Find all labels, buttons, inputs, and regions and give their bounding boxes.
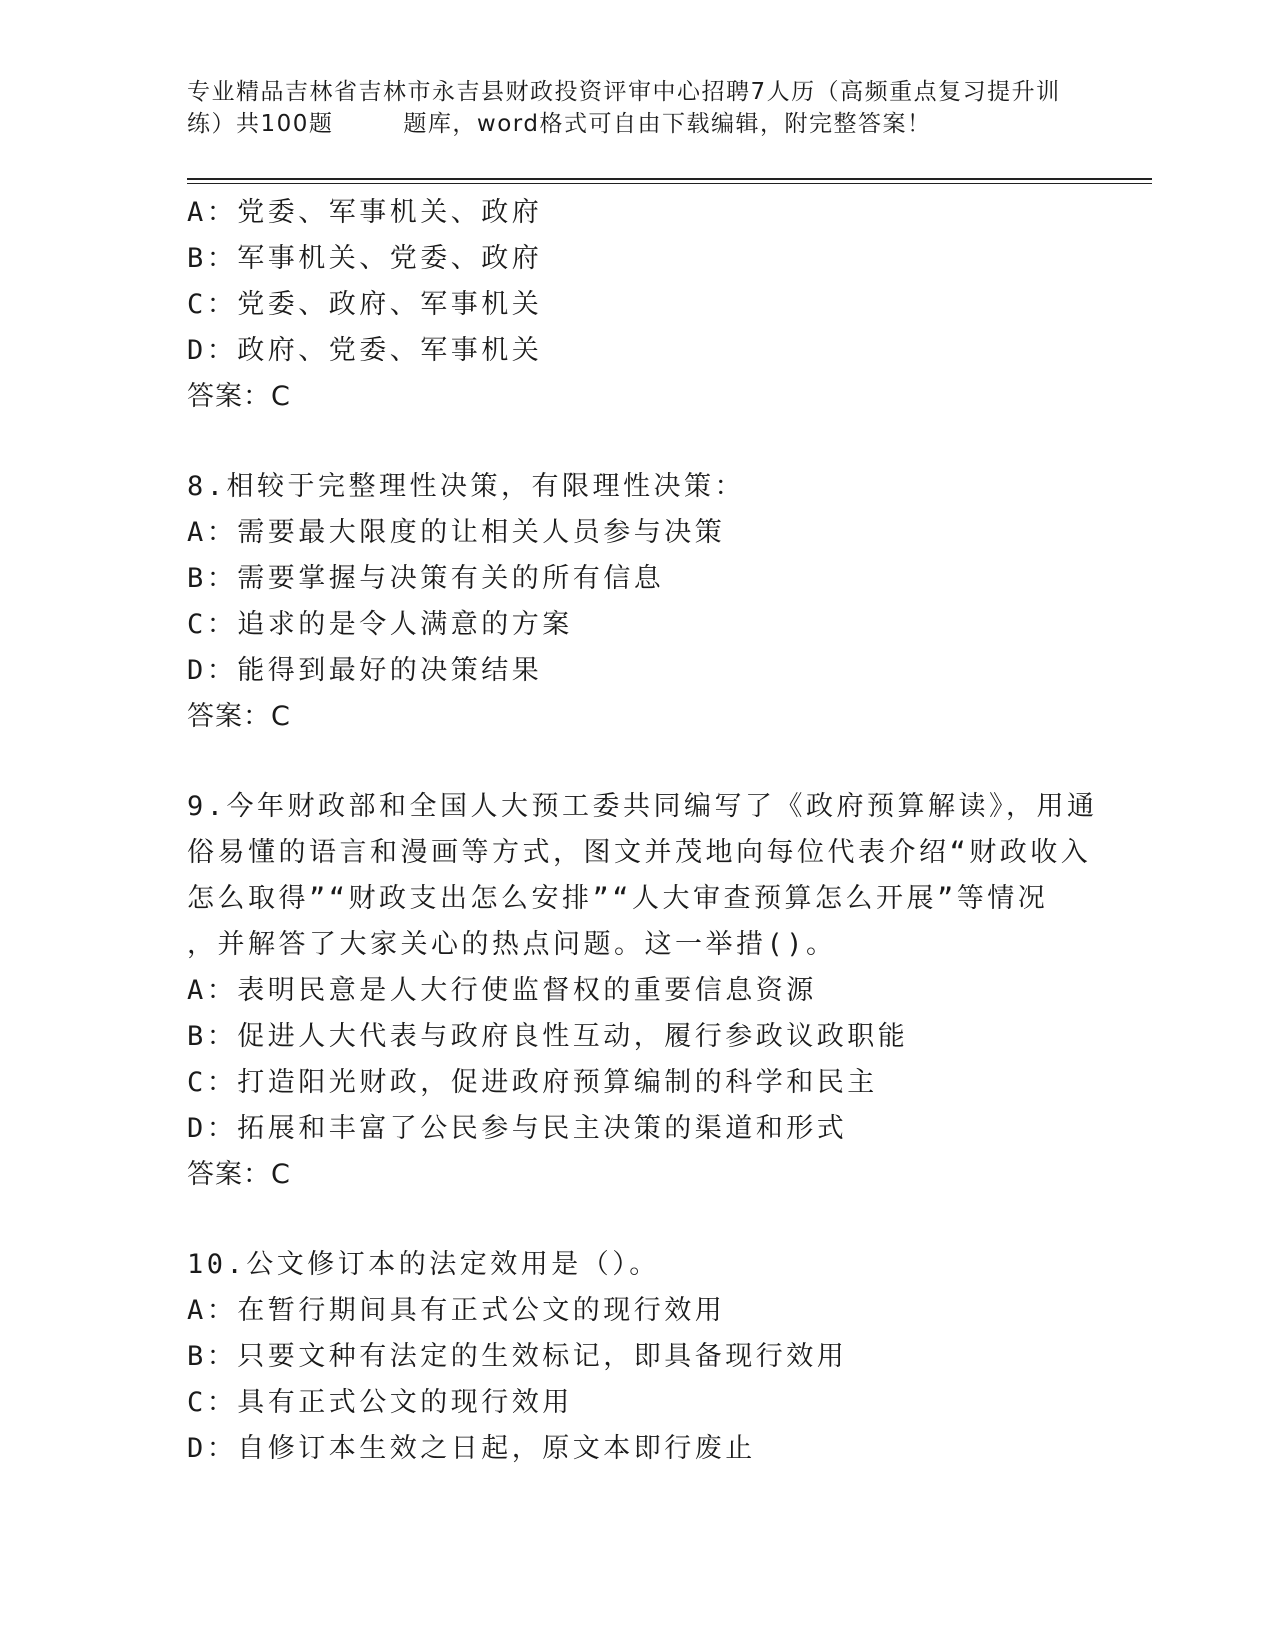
question-stem-line: 俗易懂的语言和漫画等方式，图文并茂地向每位代表介绍“财政收入 — [187, 837, 1092, 868]
question-8 — [187, 464, 1087, 740]
document-header — [187, 76, 1087, 140]
option-d: D：政府、党委、军事机关 — [187, 335, 543, 366]
answer: 答案：C — [187, 381, 291, 412]
question-9 — [187, 784, 1098, 1198]
option-c: C：打造阳光财政，促进政府预算编制的科学和民主 — [187, 1067, 878, 1098]
header-line-1: 专业精品吉林省吉林市永吉县财政投资评审中心招聘7人历（高频重点复习提升训 — [187, 79, 1061, 105]
question-7 — [187, 190, 1087, 420]
option-b: B：军事机关、党委、政府 — [187, 243, 543, 274]
header-divider-thin — [187, 183, 1152, 184]
option-b: B：促进人大代表与政府良性互动，履行参政议政职能 — [187, 1021, 909, 1052]
option-a: A：表明民意是人大行使监督权的重要信息资源 — [187, 975, 817, 1006]
option-c: C：追求的是令人满意的方案 — [187, 609, 573, 640]
header-line-2-part-a: 练）共100题 — [187, 111, 334, 137]
option-a: A：党委、军事机关、政府 — [187, 197, 543, 228]
option-b: B：需要掌握与决策有关的所有信息 — [187, 563, 665, 594]
option-b: B：只要文种有法定的生效标记，即具备现行效用 — [187, 1341, 848, 1372]
question-stem-line: 9.今年财政部和全国人大预工委共同编写了《政府预算解读》，用通 — [187, 791, 1098, 822]
option-d: D：拓展和丰富了公民参与民主决策的渠道和形式 — [187, 1113, 848, 1144]
header-divider-thick — [187, 178, 1152, 180]
answer: 答案：C — [187, 1159, 291, 1190]
option-d: D：自修订本生效之日起，原文本即行废止 — [187, 1433, 756, 1464]
option-c: C：具有正式公文的现行效用 — [187, 1387, 573, 1418]
option-a: A：在暂行期间具有正式公文的现行效用 — [187, 1295, 726, 1326]
option-d: D：能得到最好的决策结果 — [187, 655, 543, 686]
question-stem: 8.相较于完整理性决策，有限理性决策： — [187, 471, 746, 502]
question-stem-line: 怎么取得”“财政支出怎么安排”“人大审查预算怎么开展”等情况 — [187, 883, 1049, 914]
header-line-2 — [187, 108, 1087, 140]
question-stem: 10.公文修订本的法定效用是（）。 — [187, 1249, 660, 1280]
option-c: C：党委、政府、军事机关 — [187, 289, 543, 320]
header-line-2-part-b: 题库，word格式可自由下载编辑，附完整答案！ — [403, 111, 932, 137]
question-list — [187, 190, 1098, 1472]
answer: 答案：C — [187, 701, 291, 732]
question-stem-line: ，并解答了大家关心的热点问题。这一举措()。 — [187, 929, 837, 960]
option-a: A：需要最大限度的让相关人员参与决策 — [187, 517, 726, 548]
question-10 — [187, 1242, 1087, 1472]
